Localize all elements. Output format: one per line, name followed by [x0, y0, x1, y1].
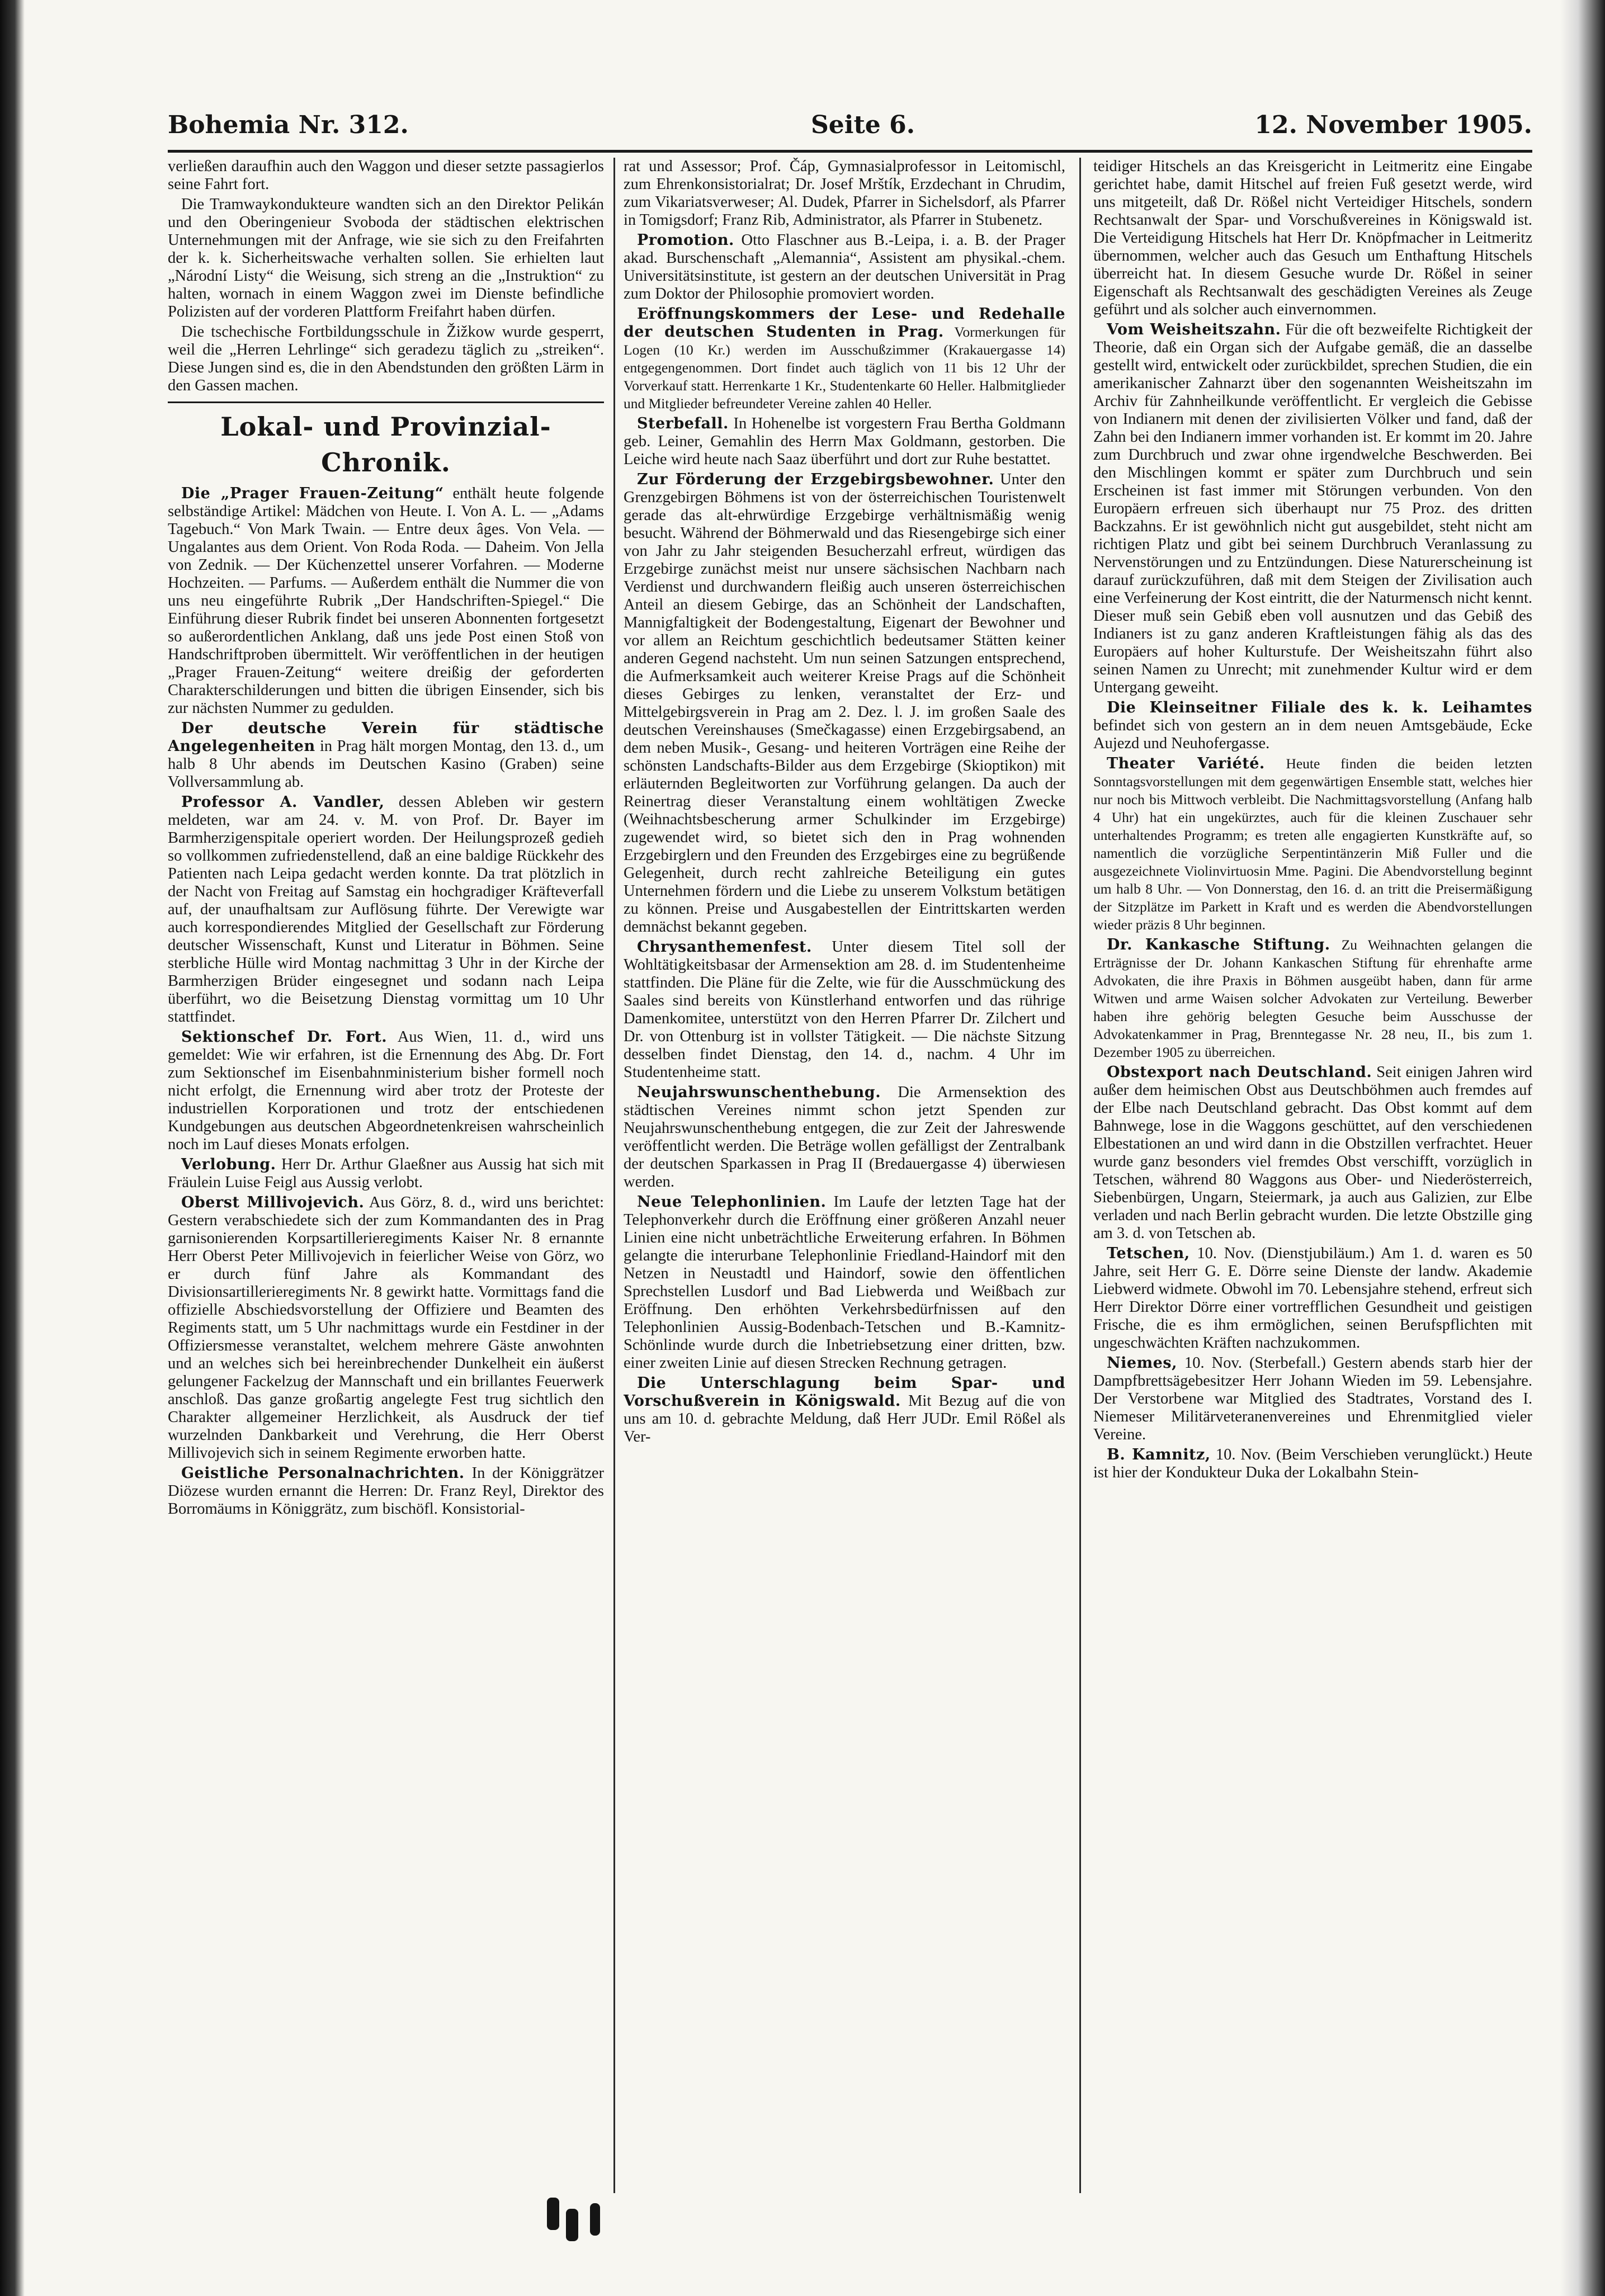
- article-erzgebirge: [624, 471, 1065, 936]
- article-kamnitz: [1093, 1446, 1532, 1482]
- article-headline: Verlobung.: [181, 1156, 276, 1173]
- article-unterschlagung: [624, 1374, 1065, 1446]
- article-weisheitszahn: [1093, 321, 1532, 697]
- ink-blot: [566, 2209, 578, 2241]
- section-title: Lokal- und Provinzial-Chronik.: [220, 412, 551, 478]
- article-body: Aus Görz, 8. d., wird uns berichtet: Gestern verabschiedete sich der zum Kommandanten des in Prag garnisonierenden Korpsartillerieregiments Kaiser Nr. 8 ernannte Herr Oberst Peter Millivojevich in feierlicher Weise von Görz, wo er durch fünf Jahre als Kommandant des Divisionsartillerieregiments Nr. 8 gewirkt hatte. Vormittags fand die offizielle Abschiedsvorstellung der Offiziere und Beamten des Regiments statt, um 5 Uhr nachmittags wurde ein Festdiner in der Offiziersmesse veranstaltet, welchem mehrere Gäste anwohnten und an welches sich bei hereinbrechender Dunkelheit ein äußerst gelungener Fackelzug der Mannschaft und ein brillantes Feuerwerk anschloß. Das ganze großartig angelegte Fest trug sichtlich den Charakter allgemeiner Herzlichkeit, als Ausdruck der tief wurzelnden Dankbarkeit und Verehrung, die Herr Oberst Millivojevich sich in seinem Regimente erworben hatte.: [168, 1194, 604, 1462]
- article-headline: Vom Weisheitszahn.: [1107, 321, 1281, 338]
- article-headline: Theater Variété.: [1107, 755, 1265, 772]
- article-headline: Sektionschef Dr. Fort.: [181, 1028, 388, 1046]
- article-body: Im Laufe der letzten Tage hat der Telephonverkehr durch die Eröffnung einer größeren Anzahl neuer Linien eine nicht unbeträchtliche Erweiterung erfahren. In Böhmen gelangte die interurbane Telephonlinie Friedland-Haindorf mit den Netzen in Neustadtl und Haindorf, sowie den öffentlichen Sprechstellen Lusdorf und Bad Liebwerda und Weißbach zur Eröffnung. Den erhöhten Verkehrsbedürfnissen auf den Telephonlinien Aussig-Bodenbach-Tetschen und B.-Kamnitz-Schönlinde wurde durch die Inbetriebsetzung einer dritten, bzw. einer zweiten Linie auf diesen Strecken Rechnung getragen.: [624, 1193, 1065, 1372]
- article-body: Unter diesem Titel soll der Wohltätigkeitsbasar der Armensektion am 28. d. im Studentenheime stattfinden. Die Pläne für die Zelte, wie für die Ausschmückung des Saales sind bereits von Künstlerhand entworfen und das rührige Damenkomitee, unterstützt von den Herren Pfarrer Dr. Zilchert und Dr. von Ottenburg ist in vollster Tätigkeit. — Die nächste Sitzung desselben findet Dienstag, den 14. d., nachm. 4 Uhr im Studentenheime statt.: [624, 938, 1065, 1081]
- article-body: Die Armensektion des städtischen Vereines nimmt schon jetzt Spenden zur Neujahrswunschenthebung entgegen, die zur Zeit der Jahreswende veröffentlicht werden. Die Beträge wollen gefälligst der Zentralbank der deutschen Sparkassen in Prag II (Bredauergasse 4) überwiesen werden.: [624, 1084, 1065, 1190]
- article-headline: Professor A. Vandler,: [181, 793, 385, 811]
- article-headline: Der deutsche Verein für städtische Angelegenheiten: [168, 720, 604, 755]
- article-promotion: [624, 232, 1065, 303]
- article-body: in Prag hält morgen Montag, den 13. d., um halb 8 Uhr abends im Deutschen Kasino (Graben) seine Vollversammlung ab.: [168, 738, 604, 791]
- article-verlobung: [168, 1156, 604, 1192]
- article-headline: Geistliche Personalnachrichten.: [181, 1464, 465, 1482]
- article-geistliche: [168, 1464, 604, 1518]
- article-body: Seit einigen Jahren wird außer dem heimischen Obst aus Deutschböhmen auch fremdes auf der Elbe nach Deutschland gebracht. Das Obst kommt auf dem Bahnwege, lose in die Waggons geschüttet, auf den verschiedenen Elbestationen an und wird dann in die Obstzillen verfrachtet. Heuer wurde ganz besonders viel fremdes Obst verschifft, vorzüglich in Tetschen, während 80 Waggons aus Ober- und Niederösterreich, Siebenbürgen, Ungarn, Steiermark, ja auch aus Galizien, zur Elbe verladen und nach Berlin gebracht wurden. Die letzte Obstzille ging am 3. d. von Tetschen ab.: [1093, 1064, 1532, 1242]
- article-headline: Niemes,: [1107, 1354, 1177, 1372]
- newspaper-title: Bohemia Nr. 312.: [168, 111, 409, 139]
- article-headline: B. Kamnitz,: [1107, 1446, 1211, 1463]
- article-chrysanthemenfest: [624, 938, 1065, 1081]
- header-rule: [168, 150, 1532, 153]
- article-headline: Dr. Kankasche Stiftung.: [1107, 936, 1330, 953]
- column-2: [624, 158, 1065, 2193]
- article-body: Mit Bezug auf die von uns am 10. d. gebrachte Meldung, daß Herr JUDr. Emil Rößel als Ver-: [624, 1392, 1065, 1445]
- issue-date: 12. November 1905.: [1254, 111, 1532, 139]
- article-headline: Die Kleinseitner Filiale des k. k. Leihamtes: [1107, 699, 1532, 716]
- article-headline: Neujahrswunschenthebung.: [637, 1084, 881, 1101]
- article-filiale: [1093, 699, 1532, 753]
- article-tetschen: [1093, 1245, 1532, 1352]
- article-millivojevich: [168, 1194, 604, 1462]
- article-headline: Die Unterschlagung beim Spar- und Vorschußverein in Königswald.: [624, 1374, 1065, 1410]
- article-fort: [168, 1028, 604, 1154]
- article-body: 10. Nov. (Beim Verschieben verunglückt.) Heute ist hier der Kondukteur Duka der Lokalbahn Stein-: [1093, 1446, 1532, 1481]
- article-body: In der Königgrätzer Diözese wurden ernannt die Herren: Dr. Franz Reyl, Direktor des Borromäums in Königgrätz, zum bischöfl. Konsistorial-: [168, 1464, 604, 1518]
- article-headline: Zur Förderung der Erzgebirgsbewohner.: [637, 471, 994, 488]
- article-body: Heute finden die beiden letzten Sonntagsvorstellungen mit dem gegenwärtigen Ensemble statt, welches hier nur noch bis Mittwoch verbleibt. Die Nachmittagsvorstellung (Anfang halb 4 Uhr) hat ein ungekürztes, auch für die kleinen Zuschauer sehr unterhaltendes Programm; es treten alle engagierten Kunstkräfte auf, so namentlich die vorzügliche Serpentintänzerin Miß Fuller und die ausgezeichnete Violinvirtuosin Mme. Pagini. Die Abendvorstellung beginnt um halb 8 Uhr. — Von Donnerstag, den 16. d. an tritt die Preisermäßigung der Sitzplätze im Parkett in Kraft und es werden die Abendvorstellungen wieder präzis 8 Uhr beginnen.: [1093, 755, 1532, 933]
- column-divider: [613, 158, 615, 2193]
- article-headline: Chrysanthemenfest.: [637, 938, 812, 956]
- article-body: enthält heute folgende selbständige Artikel: Mädchen von Heute. I. Von A. L. — „Adams Tagebuch.“ Von Mark Twain. — Entre deux âges. Von Vela. — Ungalantes aus dem Orient. Von Roda Roda. — Daheim. Von Jella von Zednik. — Der Küchenzettel unserer Vorfahren. — Moderne Hochzeiten. — Parfums. — Außerdem enthält die Nummer die von uns neu eingeführte Rubrik „Der Handschriften-Spiegel.“ Die Einführung dieser Rubrik findet bei unseren Abonnenten fortgesetzt so außerordentlichen Anklang, daß uns jede Post einen Stoß von Handschriftproben übermittelt. Wir veröffentlichen in der heutigen „Prager Frauen-Zeitung“ weitere dreißig der geforderten Charakterschilderungen und bitten die übrigen Einsender, sich bis zur nächsten Nummer zu gedulden.: [168, 485, 604, 717]
- article-sterbefall: [624, 415, 1065, 469]
- scan-edge-left: [0, 0, 25, 2296]
- article-headline: Oberst Millivojevich.: [181, 1194, 365, 1211]
- article-verein: [168, 720, 604, 791]
- article-body: Vormerkungen für Logen (10 Kr.) werden im Ausschußzimmer (Krakauergasse 14) entgegengenommen. Dort findet auch täglich von 11 bis 12 Uhr der Vorverkauf statt. Herrenkarte 1 Kr., Studentenkarte 60 Heller. Halbmitglieder und Mitglieder befreundeter Vereine zahlen 40 Heller.: [624, 324, 1065, 412]
- article-paragraph: teidiger Hitschels an das Kreisgericht in Leitmeritz eine Eingabe gerichtet habe, damit Hitschel auf freien Fuß gesetzt werde, wird uns mitgeteilt, daß Dr. Rößel nicht Verteidiger Hitschels, sondern Rechtsanwalt der Spar- und Vorschußvereines in Königswald ist. Die Verteidigung Hitschels hat Herr Dr. Knöpfmacher in Leitmeritz übernommen, welcher auch das Gesuch um Enthaftung Hitschels überreicht hat. In diesem Gesuche wurde Dr. Rößel in seiner Eigenschaft als Rechtsanwalt des geschädigten Vereines als Zeuge geführt und als solcher auch einvernommen.: [1093, 158, 1532, 318]
- section-rule: [168, 401, 604, 403]
- article-niemes: [1093, 1354, 1532, 1444]
- article-body: Aus Wien, 11. d., wird uns gemeldet: Wie wir erfahren, ist die Ernennung des Abg. Dr. Fort zum Sektionschef im Eisenbahnministerium bisher formell noch nicht erfolgt, die Ernennung wird aber trotz der Proteste der industriellen Korporationen und trotz der entschiedenen Kundgebungen aus deutschen Abgeordnetenkreisen wahrscheinlich noch im Lauf dieses Monats erfolgen.: [168, 1028, 604, 1153]
- article-body: 10. Nov. (Dienstjubiläum.) Am 1. d. waren es 50 Jahre, seit Herr G. E. Dörre seine Dienste der landw. Akademie Liebwerd widmete. Obwohl im 70. Lebensjahre stehend, erfreut sich Herr Direktor Dörre einer vortrefflichen Gesundheit und geistigen Frische, die es ihm ermöglichen, seinen Berufspflichten mit ungeschwächten Kräften nachzukommen.: [1093, 1245, 1532, 1352]
- article-body: Unter den Grenzgebirgen Böhmens ist von der österreichischen Touristenwelt gerade das alt-ehrwürdige Erzgebirge verhältnismäßig wenig besucht. Während der Böhmerwald und das Riesengebirge sich einer von Jahr zu Jahr steigenden Besucherzahl erfreut, würdigen das Erzgebirge zunächst meist nur unsere sächsischen Nachbarn nach Verdienst und durchwandern fleißig auch unseren österreichischen Anteil an diesem Gebirge, das an Schönheit der Landschaften, Mannigfaltigkeit der Bodengestaltung, Eigenart der Bewohner und vor allem an Reichtum geschichtlich bedeutsamer Stätten keiner anderen Gegend nachsteht. Um nun seinen Satzungen entsprechend, die Aufmerksamkeit auch weiterer Kreise Prags auf die Schönheit dieses Gebirges zu lenken, veranstaltet der Erz- und Mittelgebirgsverein in Prag am 2. Dez. l. J. im großen Saale des deutschen Vereinshauses (Smečkagasse) einen Erzgebirgsabend, an dem neben Musik-, Gesang- und heiteren Vorträgen eine Reihe der schönsten Landschafts-Bilder aus dem Erzgebirge (Skioptikon) mit erläuternden Begleitworten zur Vorführung gelangen. Da auch der Reinertrag dieser Veranstaltung einem wohltätigen Zwecke (Weihnachtsbescherung armer Schulkinder im Erzgebirge) zugewendet wird, so bietet sich den in Prag wohnenden Erzgebirglern und den Freunden des Erzgebirges eine zu begrüßende Gelegenheit, durch recht zahlreiche Beteiligung ein gutes Unternehmen fördern und die Liebe zu unserem Volkstum betätigen zu können. Preise und Ausgabestellen der Eintrittskarten werden demnächst bekannt gegeben.: [624, 471, 1065, 936]
- article-paragraph: rat und Assessor; Prof. Čáp, Gymnasialprofessor in Leitomischl, zum Ehrenkonsistorialrat; Dr. Josef Mrštík, Erzdechant in Chrudim, zum Vikariatsverweser; Al. Dudek, Pfarrer in Sichelsdorf, als Pfarrer in Tomigsdorf; Franz Rib, Administrator, als Pfarrer in Stubenetz.: [624, 158, 1065, 229]
- ink-blot: [590, 2203, 600, 2236]
- article-vandler: [168, 793, 604, 1026]
- article-headline: Neue Telephonlinien.: [637, 1193, 827, 1211]
- article-body: Herr Dr. Arthur Glaeßner aus Aussig hat sich mit Fräulein Luise Feigl aus Aussig verlobt.: [168, 1156, 604, 1191]
- article-body: 10. Nov. (Sterbefall.) Gestern abends starb hier der Dampfbrettsägebesitzer Herr Johann Wieden im 59. Lebensjahre. Der Verstorbene war Mitglied des Stadtrates, Vorstand des I. Niemeser Militärveteranenvereines und Ehrenmitglied vieler Vereine.: [1093, 1354, 1532, 1443]
- page-header: [168, 111, 1532, 144]
- column-3: [1093, 158, 1532, 2193]
- article-frauen-zeitung: [168, 485, 604, 717]
- article-kommers: [624, 305, 1065, 413]
- article-headline: Tetschen,: [1107, 1245, 1190, 1262]
- article-body: befindet sich von gestern an in dem neuen Amtsgebäude, Ecke Aujezd und Neuhofergasse.: [1093, 717, 1532, 752]
- article-body: Zu Weihnachten gelangen die Erträgnisse der Dr. Johann Kankaschen Stiftung für ehrenhafte arme Advokaten, die ihre Praxis in Böhmen ausgeübt haben, dann für arme Witwen und arme Waisen solcher Advokaten zur Verteilung. Bewerber haben ihre gehörig belegten Gesuche beim Ausschusse der Advokatenkammer in Prag, Brenntegasse Nr. 28 neu, II., bis zum 1. Dezember 1905 zu überreichen.: [1093, 937, 1532, 1060]
- article-kankasche: [1093, 936, 1532, 1061]
- column-1: [168, 158, 604, 2193]
- article-headline: Die „Prager Frauen-Zeitung“: [181, 485, 444, 502]
- article-headline: Promotion.: [637, 232, 734, 249]
- ink-blot: [547, 2198, 559, 2230]
- article-neujahr: [624, 1084, 1065, 1191]
- page-number: Seite 6.: [811, 111, 915, 139]
- article-paragraph: verließen daraufhin auch den Waggon und dieser setzte passagierlos seine Fahrt fort.: [168, 158, 604, 193]
- article-paragraph: Die tschechische Fortbildungsschule in Žižkow wurde gesperrt, weil die „Herren Lehrlinge“ sich geradezu täglich zu „streiken“. Diese Jungen sind es, die in den Abendstunden den größten Lärm in den Gassen machen.: [168, 323, 604, 394]
- column-divider: [1079, 158, 1081, 2193]
- article-telephon: [624, 1193, 1065, 1372]
- article-headline: Sterbefall.: [637, 415, 729, 432]
- article-theater: [1093, 755, 1532, 934]
- article-headline: Eröffnungskommers der Lese- und Redehalle der deutschen Studenten in Prag.: [624, 305, 1065, 341]
- article-headline: Obstexport nach Deutschland.: [1107, 1064, 1372, 1081]
- scan-edge-right: [1560, 0, 1605, 2296]
- article-body: Für die oft bezweifelte Richtigkeit der Theorie, daß ein Organ sich der Aufgabe gemäß, die an dasselbe gestellt wird, entwickelt oder zurückbildet, sprechen Studien, die ein amerikanischer Zahnarzt über den sogenannten Weisheitszahn im Archiv für Zahnheilkunde veröffentlicht. Er vergleich die Gebisse von Indianern mit denen der zivilisierten Völker und fand, daß der Zahn bei den Indianern immer vorhanden ist. Er kommt im 20. Jahre zum Durchbruch und zwar ohne irgendwelche Beschwerden. Bei den Mischlingen kommt er später zum Durchbruch und sein Erscheinen ist fast immer mit Störungen verbunden. Von den Europäern erfreuen sich überhaupt nur 75 Proz. des dritten Backzahns. Er ist gewöhnlich nicht gut ausgebildet, steht nicht am richtigen Platz und gibt bei seinem Durchbruch Veranlassung zu Nervenstörungen und zu Entzündungen. Diese Naturerscheinung ist darauf zurückzuführen, daß mit dem Steigen der Zivilisation auch eine Verfeinerung der Kost eintritt, die der Naturmensch nicht kennt. Dieser muß sein Gebiß eben voll ausnutzen und das Gebiß des Indianers ist zu ganz anderen Kraftleistungen fähig als das des Europäers auf hoher Kulturstufe. Der Weisheitszahn führt also seinen Namen zu Unrecht; mit zunehmender Kultur wird er dem Untergang geweiht.: [1093, 321, 1532, 696]
- article-body: Otto Flaschner aus B.-Leipa, i. a. B. der Prager akad. Burschenschaft „Alemannia“, Assistent am physikal.-chem. Universitätsinstitute, ist gestern an der deutschen Universität in Prag zum Doktor der Philosophie promoviert worden.: [624, 232, 1065, 303]
- article-body: dessen Ableben wir gestern meldeten, war am 24. v. M. von Prof. Dr. Bayer im Barmherzigenspitale operiert worden. Der Heilungsprozeß gedieh so vollkommen zufriedenstellend, daß an eine baldige Rückkehr des Patienten nach Leipa gedacht werden konnte. Da trat plötzlich in der Nacht von Freitag auf Samstag ein hochgradiger Kräfteverfall auf, der unaufhaltsam zur Auflösung führte. Der Verewigte war auch korrespondierendes Mitglied der Gesellschaft zur Förderung deutscher Wissenschaft, Kunst und Literatur in Böhmen. Seine sterbliche Hülle wird Montag nachmittag 3 Uhr in der Kirche der Barmherzigen Brüder eingesegnet und sodann nach Leipa überführt, wo die Beisetzung Dienstag vormittag um 10 Uhr stattfindet.: [168, 793, 604, 1026]
- article-paragraph: Die Tramwaykondukteure wandten sich an den Direktor Pelikán und den Oberingenieur Svoboda der städtischen elektrischen Unternehmungen mit der Anfrage, wie sie sich zu den Freifahrten der k. k. Sicherheitswache verhalten sollen. Sie erhielten laut „Národní Listy“ die Weisung, sich streng an die „Instruktion“ zu halten, wornach in einem Waggon zwei im Dienste befindliche Polizisten auf der vorderen Plattform Freifahrt haben dürfen.: [168, 196, 604, 320]
- article-obstexport: [1093, 1064, 1532, 1243]
- article-body: In Hohenelbe ist vorgestern Frau Bertha Goldmann geb. Leiner, Gemahlin des Herrn Max Goldmann, gestorben. Die Leiche wird heute nach Saaz überführt und dort zur Ruhe bestattet.: [624, 415, 1065, 468]
